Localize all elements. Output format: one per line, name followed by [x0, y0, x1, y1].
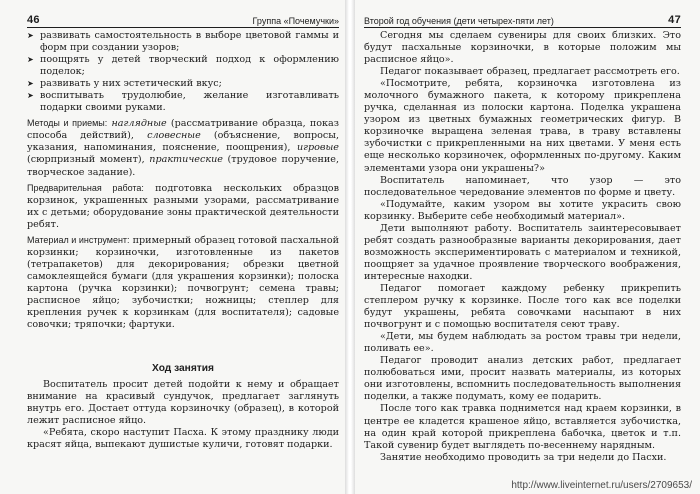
watermark-url: http://www.liveinternet.ru/users/2709653/ — [511, 480, 692, 491]
text-paragraph: «Подумайте, каким узором вы хотите украсить свою корзинку. Выберите себе необходимый материал». — [364, 198, 681, 222]
materials-paragraph: Материал и инструмент: примерный образец готовой пасхальной корзинки; корзиночки, изготовленные из пакетов (тетрапакетов) для декорирования; обрезки цветной самоклеящейся бумаги (для украшения корзинки); полоска картона (ручка корзинки); почвогрунт; семена травы; расписное яйцо; зубочистки; ножницы; степлер для крепления ручек к корзинкам (для воспитателя); садовые совочки; тряпочки; фартуки. — [27, 234, 339, 331]
lesson-paragraph: Воспитатель просит детей подойти к нему и обращает внимание на красивый сундучок, предлагает заглянуть внутрь его. Достает оттуда корзиночку (образец), в которой лежит расписное яйцо. — [27, 379, 339, 427]
bullet-item: ➤ поощрять у детей творческий подход к оформлению поделок; — [27, 54, 339, 78]
bullet-item: ➤ воспитывать трудолюбие, желание изготавливать подарки своими руками. — [27, 90, 339, 114]
left-page — [0, 0, 345, 494]
bullet-arrow-icon: ➤ — [27, 91, 34, 101]
text-paragraph: Сегодня мы сделаем сувениры для своих близких. Это будут пасхальные корзиночки, в которые положим мы расписное яйцо». — [364, 30, 681, 66]
bullet-item: ➤ развивать самостоятельность в выборе цветовой гаммы и форм при создании узоров; — [27, 30, 339, 54]
text-paragraph: «Дети, мы будем наблюдать за ростом травы три недели, поливать ее». — [364, 331, 681, 355]
text-paragraph: Занятие необходимо проводить за три недели до Пасхи. — [380, 451, 667, 463]
text-paragraph: Воспитатель напоминает, что узор — это последовательное чередование элементов по форме и цвету. — [364, 174, 681, 198]
page-number: 46 — [27, 14, 40, 26]
book-gutter — [345, 0, 355, 494]
lesson-paragraph: «Ребята, скоро наступит Пасха. К этому празднику люди красят яйца, выпекают душистые куличи, готовят подарки. — [27, 427, 339, 451]
text-paragraph: «Посмотрите, ребята, корзиночка изготовлена из молочного бумажного пакета, к которому прикреплена ручка, сделанная из полоски картона. Поделка украшена узором из цветных бумажных геометрических фигур. В корзиночке выращена зеленая трава, в траву вставлены зубочистки с прикрепленными на них цветами. У меня есть еще несколько корзиночек, оформленных по-другому. Каким элементами узора они украшены?» — [364, 78, 681, 174]
text-paragraph: После того как травка поднимется над краем корзинки, в центре ее кладется крашеное яйцо, вставляется зубочистка, на один край которой прикреплена бабочка, цветок и т.п. Такой сувенир будет выглядеть по-весеннему нарядным. — [364, 403, 681, 451]
bullet-item: ➤ развивать у них эстетический вкус; — [27, 78, 222, 90]
preparation-label: Предварительная работа: — [27, 182, 144, 193]
text-paragraph: Педагог проводит анализ детских работ, предлагает полюбоваться ими, просит назвать материалы, из которых они изготовлены, вспомнить последовательность выполнения поделки, а также подумать, кому ее подарить. — [364, 355, 681, 403]
materials-label: Материал и инструмент: — [27, 234, 130, 245]
methods-label: Методы и приемы: — [27, 118, 108, 129]
methods-paragraph: Методы и приемы: наглядные (рассматривание образца, показ способа действий), словесные (объяснение, вопросы, указания, напоминания, пояснение, поощрения), игровые (сюрпризный момент), практические (трудовое поручение, творческое задание). — [27, 118, 340, 178]
page-number: 47 — [668, 14, 681, 26]
running-title: Второй год обучения (дети четырех-пяти лет) — [364, 16, 554, 26]
text-paragraph: Дети выполняют работу. Воспитатель заинтересовывает ребят создать разнообразные варианты декорирования, дает возможность экспериментировать с материалом и техникой, поощряет за удачное проявление творческого воображения, интересные находки. — [364, 222, 681, 282]
bullet-arrow-icon: ➤ — [27, 55, 34, 65]
section-title: Ход занятия — [152, 363, 214, 375]
text-paragraph: Педагог показывает образец, предлагает рассмотреть его. — [380, 66, 680, 78]
bullet-arrow-icon: ➤ — [27, 31, 34, 40]
right-page — [355, 0, 700, 494]
text-paragraph: Педагог помогает каждому ребенку прикрепить степлером ручку к корзинке. После того как все поделки будут украшены, ребята совочками насыпают в них почвогрунт и с помощью воспитателя сеют траву. — [364, 282, 681, 331]
preparation-paragraph: Предварительная работа: подготовка нескольких образцов корзинок, украшенных разными узорами, рассматривание их с детьми; оборудование зоны практической деятельности ребят. — [27, 182, 339, 230]
right-page-header — [364, 14, 681, 28]
bullet-arrow-icon: ➤ — [27, 79, 34, 89]
left-page-header — [27, 14, 339, 28]
running-title: Группа «Почемучки» — [252, 16, 339, 26]
